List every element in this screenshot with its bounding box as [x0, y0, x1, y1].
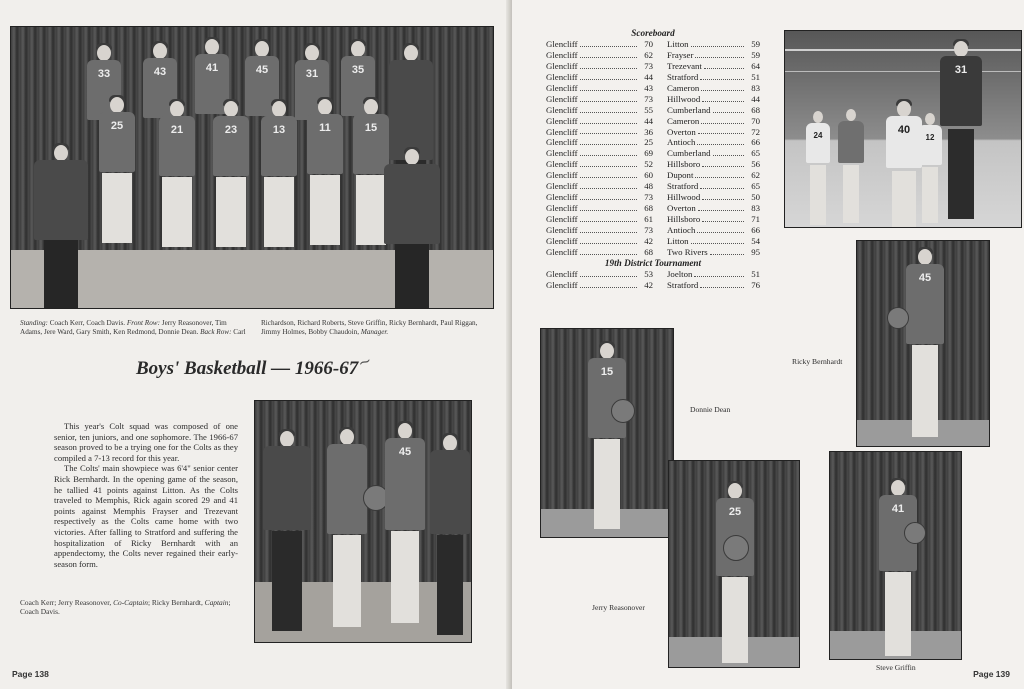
portrait-steve-griffin	[829, 451, 962, 660]
home-score: 42	[644, 279, 653, 290]
score-row	[546, 170, 760, 181]
home-team: Glencliff	[546, 214, 578, 224]
home-score: 36	[644, 126, 653, 137]
page-number: Page 139	[973, 669, 1010, 679]
jersey-number: 31	[305, 68, 319, 80]
caption-role: Co-Captain	[113, 598, 148, 607]
caption-text: Coach Kerr, Coach Davis.	[49, 319, 126, 327]
caption-text: Jerry Reasonover, Tim Adams, Jere Ward, Gary Smith, Ken Redmond, Donnie Dean.	[20, 319, 227, 336]
opponent-team: Hillwood	[667, 192, 701, 203]
opponent-team: Cumberland	[667, 148, 711, 159]
opponent-score: 59	[751, 49, 760, 60]
player-figure	[579, 343, 635, 533]
home-team: Glencliff	[546, 224, 578, 235]
leader-dots	[580, 83, 637, 91]
coach-figure	[379, 149, 445, 309]
coach-figure	[427, 435, 472, 641]
story-paragraph: This year's Colt squad was composed of one senior, ten juniors, and one sophomore. The 1966-67 season proved to be a trying one for the Colts as they compiled a 7-13 record for this year.	[54, 421, 238, 463]
opponent-score: 83	[751, 82, 760, 93]
leader-dots	[580, 72, 637, 80]
game-action-photo	[784, 30, 1022, 228]
home-score: 61	[644, 214, 653, 224]
jersey-number: 12	[925, 133, 935, 142]
opponent-team: Cameron	[667, 115, 700, 126]
opponent-team: Antioch	[667, 224, 696, 235]
basketball	[723, 535, 749, 561]
leader-dots	[580, 94, 637, 102]
jersey-number: 45	[255, 64, 269, 76]
home-team: Glencliff	[546, 39, 578, 49]
opponent-score: 51	[751, 71, 760, 82]
leader-dots	[580, 225, 637, 233]
score-row	[546, 116, 760, 127]
opponent-team: Stratford	[667, 71, 699, 82]
score-row	[546, 247, 760, 258]
leader-dots	[702, 159, 744, 167]
portrait-label: Donnie Dean	[690, 405, 731, 414]
leader-dots	[704, 61, 744, 69]
leader-dots	[580, 280, 637, 288]
home-team: Glencliff	[546, 137, 578, 148]
jersey-number: 24	[813, 131, 823, 140]
leader-dots	[700, 280, 744, 288]
scoreboard-title: Scoreboard	[631, 28, 675, 38]
score-row	[546, 225, 760, 236]
home-team: Glencliff	[546, 170, 578, 181]
score-row	[546, 61, 760, 72]
front-row-player	[255, 101, 303, 251]
home-team: Glencliff	[546, 279, 578, 290]
portrait-ricky-bernhardt	[856, 240, 990, 447]
front-row-player	[301, 99, 349, 249]
leader-dots	[698, 203, 744, 211]
caption-text: ; Ricky Bernhardt,	[148, 598, 203, 607]
page-number: Page 138	[12, 669, 49, 679]
home-team: Glencliff	[546, 104, 578, 115]
home-score: 70	[644, 39, 653, 49]
caption-label: Standing:	[20, 319, 48, 327]
leader-dots	[698, 127, 744, 135]
opponent-team: Stratford	[667, 279, 699, 290]
coach-figure	[261, 431, 313, 641]
captains-photo	[254, 400, 472, 643]
opponent-team: Hillwood	[667, 93, 701, 104]
portrait-label: Steve Griffin	[876, 663, 916, 672]
opponent-score: 66	[751, 224, 760, 235]
opponent-team: Overton	[667, 203, 696, 214]
player-figure	[835, 109, 867, 225]
home-team: Glencliff	[546, 203, 578, 214]
leader-dots	[697, 225, 744, 233]
basketball	[887, 307, 909, 329]
opponent-team: Cameron	[667, 82, 700, 93]
opponent-score: 76	[751, 279, 760, 290]
opponent-score: 51	[751, 268, 760, 279]
home-score: 25	[644, 137, 653, 148]
score-row	[546, 94, 760, 105]
player-figure	[915, 113, 945, 225]
leader-dots	[580, 137, 637, 145]
leader-dots	[695, 50, 744, 58]
home-score: 44	[644, 71, 653, 82]
jersey-number: 41	[891, 503, 905, 515]
home-score: 73	[644, 224, 653, 235]
home-score: 48	[644, 181, 653, 192]
leader-dots	[702, 214, 744, 222]
opponent-team: Cumberland	[667, 104, 711, 115]
leader-dots	[580, 148, 637, 156]
opponent-team: Litton	[667, 39, 689, 49]
score-row	[546, 214, 760, 225]
opponent-score: 71	[751, 214, 760, 224]
captain-figure	[379, 423, 431, 635]
portrait-label: Ricky Bernhardt	[792, 357, 843, 366]
home-score: 73	[644, 60, 653, 71]
opponent-score: 62	[751, 170, 760, 181]
opponent-team: Two Rivers	[667, 246, 708, 257]
score-row	[546, 236, 760, 247]
caption-text: ; Coach Davis.	[20, 598, 231, 616]
home-score: 55	[644, 104, 653, 115]
player-figure	[897, 249, 953, 441]
leader-dots	[702, 94, 744, 102]
opponent-score: 65	[751, 181, 760, 192]
leader-dots	[580, 247, 637, 255]
leader-dots	[580, 236, 637, 244]
home-score: 69	[644, 148, 653, 159]
score-row	[546, 148, 760, 159]
home-team: Glencliff	[546, 192, 578, 203]
leader-dots	[580, 170, 637, 178]
leader-dots	[580, 192, 637, 200]
page-title: Boys' Basketball — 1966-67	[136, 358, 359, 379]
home-team: Glencliff	[546, 60, 578, 71]
jersey-number: 43	[153, 66, 167, 78]
caption-text: Carl Richardson, Richard Roberts, Steve Griffin, Ricky Bernhardt, Paul Riggan, Jimmy Holmes, Bobby Chaudoin,	[233, 319, 478, 336]
opponent-score: 95	[751, 246, 760, 257]
player-figure	[870, 480, 926, 658]
caption-label: Front Row:	[126, 319, 160, 327]
opponent-team: Hillsboro	[667, 159, 701, 170]
opponent-team: Joelton	[667, 268, 693, 279]
portrait-jerry-reasonover	[668, 460, 800, 668]
captains-caption	[20, 598, 244, 616]
opponent-team: Hillsboro	[667, 214, 701, 224]
opponent-score: 54	[751, 235, 760, 246]
leader-dots	[580, 159, 637, 167]
opponent-score: 65	[751, 148, 760, 159]
leader-dots	[713, 105, 745, 113]
home-score: 62	[644, 49, 653, 60]
leader-dots	[580, 105, 637, 113]
score-row	[546, 280, 760, 291]
home-score: 44	[644, 115, 653, 126]
jersey-number: 15	[364, 122, 378, 134]
home-team: Glencliff	[546, 71, 578, 82]
home-team: Glencliff	[546, 82, 578, 93]
home-score: 73	[644, 93, 653, 104]
home-team: Glencliff	[546, 268, 578, 279]
score-row	[546, 72, 760, 83]
jersey-number: 11	[319, 122, 331, 134]
leader-dots	[580, 39, 637, 47]
score-row	[546, 137, 760, 148]
jersey-number: 25	[728, 506, 742, 518]
co-captain-figure	[321, 429, 373, 639]
home-score: 43	[644, 82, 653, 93]
opponent-score: 70	[751, 115, 760, 126]
score-row	[546, 159, 760, 170]
tournament-title: 19th District Tournament	[604, 257, 702, 268]
score-row	[546, 203, 760, 214]
home-team: Glencliff	[546, 181, 578, 192]
score-row	[546, 105, 760, 116]
jersey-number: 23	[224, 124, 238, 136]
opponent-team: Frayser	[667, 49, 694, 60]
front-row-player	[93, 97, 141, 247]
coach-figure	[29, 145, 93, 309]
home-score: 73	[644, 192, 653, 203]
home-score: 52	[644, 159, 653, 170]
opponent-score: 72	[751, 126, 760, 137]
opponent-team: Overton	[667, 126, 696, 137]
leader-dots	[695, 170, 744, 178]
opponent-score: 44	[751, 93, 760, 104]
opponent-team: Antioch	[667, 137, 696, 148]
jersey-number: 15	[600, 366, 614, 378]
leader-dots	[580, 61, 637, 69]
home-team: Glencliff	[546, 126, 578, 137]
home-score: 53	[644, 268, 653, 279]
leader-dots	[710, 247, 744, 255]
leader-dots	[701, 116, 744, 124]
leader-dots	[580, 181, 637, 189]
caption-role: Captain	[204, 598, 229, 607]
jersey-number: 45	[918, 272, 932, 284]
jersey-number: 25	[110, 120, 124, 132]
score-row	[546, 192, 760, 203]
leader-dots	[580, 127, 637, 135]
opponent-team: Litton	[667, 235, 689, 246]
story-paragraph: The Colts' main showpiece was 6'4" senior center Rick Bernhardt. In the opening game of the season, he tallied 41 points against Litton. As the Colts traveled to Memphis, Rick again scored 29 and 41 points against Memphis Frayser and Trezevant respectively as the Colts came home with two victories. After falling to Stratford and suffering the hospitalization of Ricky Bernhardt with an appendectomy, the Colts never regained their early-season form.	[54, 463, 238, 569]
jersey-number: 41	[205, 62, 219, 74]
jersey-number: 35	[351, 64, 365, 76]
tournament-games	[546, 269, 760, 291]
leader-dots	[702, 192, 744, 200]
opponent-score: 59	[751, 39, 760, 49]
jersey-number: 31	[954, 64, 968, 76]
portrait-label: Jerry Reasonover	[592, 603, 645, 612]
score-row	[546, 127, 760, 138]
home-team: Glencliff	[546, 159, 578, 170]
home-team: Glencliff	[546, 49, 578, 60]
jersey-number: 40	[897, 124, 911, 136]
opponent-score: 64	[751, 60, 760, 71]
score-row	[546, 269, 760, 280]
leader-dots	[694, 269, 744, 277]
leader-dots	[700, 72, 744, 80]
basketball	[611, 399, 635, 423]
leader-dots	[691, 236, 744, 244]
score-row	[546, 50, 760, 61]
leader-dots	[580, 203, 637, 211]
opponent-score: 66	[751, 137, 760, 148]
home-team: Glencliff	[546, 235, 578, 246]
player-figure	[707, 483, 763, 668]
home-team: Glencliff	[546, 93, 578, 104]
home-score: 68	[644, 203, 653, 214]
leader-dots	[691, 39, 744, 47]
scoreboard	[546, 28, 760, 291]
leader-dots	[580, 269, 637, 277]
jersey-number: 45	[398, 446, 412, 458]
opponent-score: 50	[751, 192, 760, 203]
opponent-team: Dupont	[667, 170, 694, 181]
team-photo	[10, 26, 494, 309]
leader-dots	[697, 137, 744, 145]
front-row-player	[153, 101, 201, 251]
leader-dots	[701, 83, 744, 91]
home-score: 42	[644, 235, 653, 246]
score-row	[546, 83, 760, 94]
player-figure	[803, 111, 833, 227]
home-team: Glencliff	[546, 115, 578, 126]
home-score: 60	[644, 170, 653, 181]
front-row-player	[207, 101, 255, 251]
score-row	[546, 181, 760, 192]
caption-label: Back Row:	[200, 328, 232, 336]
opponent-score: 68	[751, 104, 760, 115]
team-photo-caption	[20, 319, 488, 337]
jersey-number: 33	[97, 68, 111, 80]
opponent-team: Stratford	[667, 181, 699, 192]
score-row	[546, 39, 760, 50]
season-story	[54, 421, 238, 569]
opponent-score: 56	[751, 159, 760, 170]
basketball	[904, 522, 926, 544]
scoreboard-games	[546, 39, 760, 258]
caption-text: Coach Kerr; Jerry Reasonover,	[20, 598, 112, 607]
leader-dots	[713, 148, 745, 156]
caption-label: Manager.	[360, 328, 389, 336]
jersey-number: 21	[170, 124, 184, 136]
leader-dots	[580, 50, 637, 58]
jersey-number: 13	[272, 124, 286, 136]
opponent-team: Trezevant	[667, 60, 702, 71]
leader-dots	[700, 181, 744, 189]
leader-dots	[580, 116, 637, 124]
leader-dots	[580, 214, 637, 222]
home-team: Glencliff	[546, 148, 578, 159]
portrait-donnie-dean	[540, 328, 674, 538]
opponent-score: 83	[751, 203, 760, 214]
home-team: Glencliff	[546, 246, 578, 257]
autograph-scribble: ~	[355, 350, 375, 373]
home-score: 68	[644, 246, 653, 257]
